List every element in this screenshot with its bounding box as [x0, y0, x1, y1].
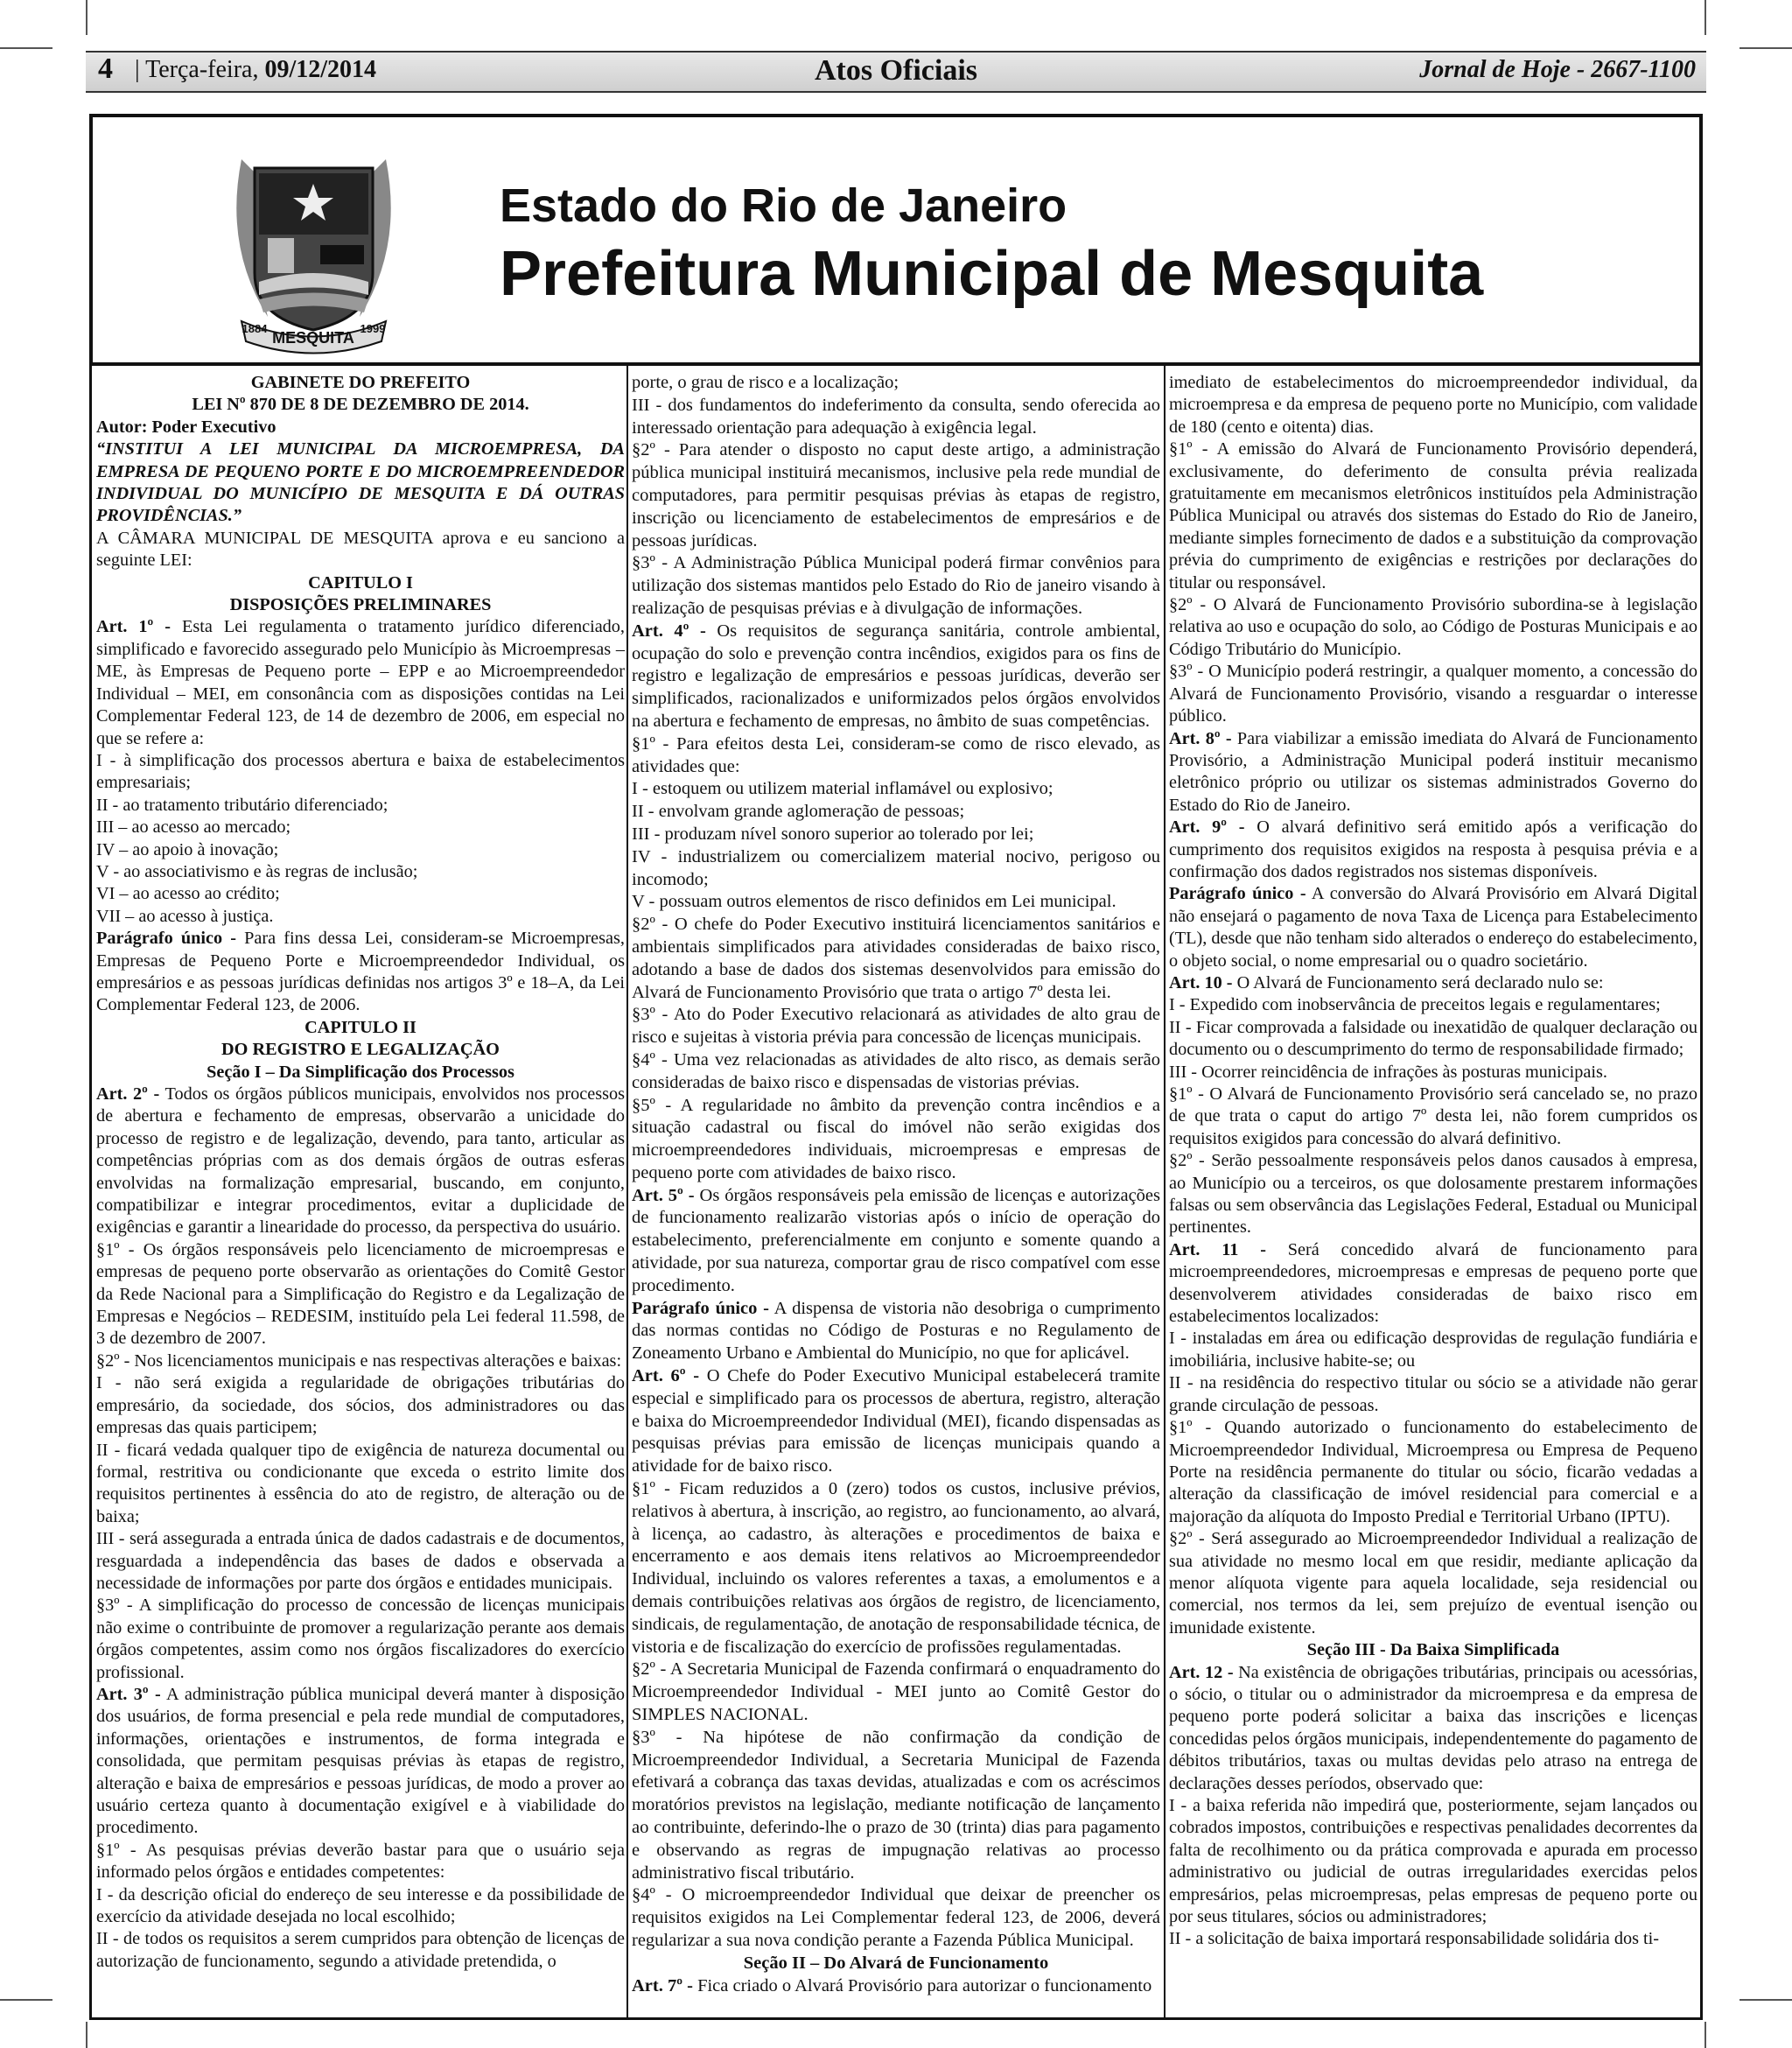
text-column-1	[96, 372, 625, 1973]
paragraph: VI – ao acesso ao crédito;	[96, 884, 280, 904]
paragraph: §3º - A simplificação do processo de concessão de licenças municipais não exime o contribuinte de promover a regularização perante aos demais órgãos competentes, assim como nos órgãos fiscalizadores do exercício profissional.	[96, 1596, 625, 1682]
paragraph: §1º - O Alvará de Funcionamento Provisório será cancelado se, no prazo de que trata o caput do artigo 7º desta lei, não forem cumpridos os requisitos exigidos para concessão do alvará definitivo.	[1169, 1084, 1698, 1148]
paragraph: DO REGISTRO E LEGALIZAÇÃO	[221, 1040, 500, 1060]
paragraph: III - produzam nível sonoro superior ao tolerado por lei;	[632, 824, 1034, 844]
paragraph: Seção I – Da Simplificação dos Processos	[206, 1062, 514, 1082]
paragraph: “INSTITUI A LEI MUNICIPAL DA MICROEMPRESA, DA EMPRESA DE PEQUENO PORTE E DO MICROEMPREENDEDOR INDIVIDUAL DO MUNICÍPIO DE MESQUITA E DÁ OUTRAS PROVIDÊNCIAS.”	[96, 439, 625, 526]
crop-mark	[86, 2022, 88, 2048]
page-header	[86, 51, 1706, 93]
paragraph: CAPITULO I	[308, 572, 413, 593]
paragraph: I - a baixa referida não impedirá que, posteriormente, sejam lançados ou cobrados impostos, contribuições e respectivas penalidades decorrentes da falta de recolhimento ou da prática comprovada e apurada em processo administrativo ou judicial de outras irregularidades exercidas pelos empresários, pelas microempresas, pelas empresas de pequeno porte ou por seus titulares, sócios ou administradores;	[1169, 1796, 1698, 1927]
paragraph: Parágrafo único - A conversão do Alvará Provisório em Alvará Digital não ensejará o pagamento de nova Taxa de Licença para Estabelecimento (TL), desde que não tenham sido alterados o endereço do estabelecimento, o objeto social, o nome empresarial ou o quadro societário.	[1169, 884, 1698, 971]
paragraph: §3º - A Administração Pública Municipal poderá firmar convênios para utilização dos sistemas mantidos pelo Estado do Rio de janeiro visando à realização de pesquisas prévias e à divulgação de informações.	[632, 553, 1160, 618]
paragraph: Autor: Poder Executivo	[96, 417, 276, 437]
prefeitura-name: Prefeitura Municipal de Mesquita	[500, 239, 1484, 309]
paragraph: porte, o grau de risco e a localização;	[632, 373, 900, 392]
svg-text:1999: 1999	[360, 322, 386, 335]
paragraph: §4º - O microempreendedor Individual que deixar de preencher os requisitos exigidos na Lei Complementar federal 123, de 2006, deverá regularizar a sua nova condição perante a Fazenda Pública Municipal.	[632, 1885, 1160, 1950]
crop-mark	[0, 1999, 52, 2001]
paragraph: §3º - O Município poderá restringir, a qualquer momento, a concessão do Alvará de Funcionamento Provisório, visando a resguardar o interesse público.	[1169, 662, 1698, 726]
paragraph: §3º - Na hipótese de não confirmação da condição de Microempreendedor Individual, a Secretaria Municipal de Fazenda efetivará a cobrança das taxas devidas, atualizadas e com os acréscimos moratórios previstos na legislação, mediante notificação de lançamento ao contribuinte, deferindo-lhe o prazo de 30 (trinta) dias para pagamento e observando as regras de impugnação relativas ao processo administrativo fiscal tributário.	[632, 1727, 1160, 1883]
column-divider	[626, 366, 628, 2020]
header-date: | Terça-feira, 09/12/2014	[135, 56, 377, 83]
paragraph: V - possuam outros elementos de risco definidos em Lei municipal.	[632, 892, 1116, 912]
paragraph: Art. 9º - O alvará definitivo será emitido após a verificação do cumprimento dos requisitos exigidos na resposta à pesquisa prévia e a confirmação dos dados registrados nos sistemas disponíveis.	[1169, 817, 1698, 881]
paragraph: §2º - Para atender o disposto no caput deste artigo, a administração pública municipal instituirá mecanismos, inclusive pela rede mundial de computadores, para permitir pesquisas prévias às etapas de registro, inscrição ou licenciamento de estabelecimentos de empresários e de pessoas jurídicas.	[632, 440, 1160, 551]
paragraph: Art. 1º - Esta Lei regulamenta o tratamento jurídico diferenciado, simplificado e favorecido assegurado pelo Município às Microempresas – ME, às Empresas de Pequeno porte – EPP e ao Microempreendedor Individual – MEI, em consonância com as disposições contidas na Lei Complementar Federal 123, de 14 de dezembro de 2006, em especial no que se refere a:	[96, 617, 625, 748]
paragraph: §5º - A regularidade no âmbito da prevenção contra incêndios e a situação cadastral ou fiscal do imóvel não serão exigidas dos microempreendedores individuais, microempresas e empresas de pequeno porte com atividades de baixo risco.	[632, 1095, 1160, 1182]
paragraph: V - ao associativismo e às regras de inclusão;	[96, 861, 418, 881]
paragraph: Art. 2º - Todos os órgãos públicos municipais, envolvidos nos processos de abertura e fechamento de empresas, observarão a unicidade do processo de registro e de legalização, devendo, para tanto, articular as competências próprias com as dos demais órgãos de outras esferas envolvidas na formalização empresarial, buscando, em conjunto, compatibilizar e integrar procedimentos, evitar a duplicidade de exigências e garantir a linearidade do processo, da perspectiva do usuário.	[96, 1084, 625, 1238]
paragraph: II - a solicitação de baixa importará responsabilidade solidária dos ti-	[1169, 1929, 1660, 1949]
paragraph: Art. 5º - Os órgãos responsáveis pela emissão de licenças e autorizações de funcionamento realizarão vistorias após o início de operação do estabelecimento, preferencialmente em conjunto e somente quando a atividade, por sua natureza, comportar grau de risco compatível com esse procedimento.	[632, 1185, 1160, 1295]
paragraph: Seção II – Do Alvará de Funcionamento	[743, 1953, 1049, 1973]
paragraph: Parágrafo único - Para fins dessa Lei, consideram-se Microempresas, Empresas de Pequeno Porte e Microempreendedor Individual, os empresários e as pessoas jurídicas definidas nos artigos 3º e 18–A, da Lei Complementar Federal 123, de 2006.	[96, 929, 625, 1015]
paragraph: I - Expedido com inobservância de preceitos legais e regulamentares;	[1169, 995, 1661, 1015]
paragraph: I - da descrição oficial do endereço de seu interesse e da possibilidade de exercício da atividade desejada no local escolhido;	[96, 1884, 625, 1927]
newspaper-name: Jornal de Hoje - 2667-1100	[1419, 56, 1696, 83]
paragraph: LEI Nº 870 DE 8 DE DEZEMBRO DE 2014.	[192, 395, 529, 415]
prefeitura-banner	[89, 114, 1703, 366]
crop-mark	[1740, 1999, 1792, 2001]
paragraph: III - dos fundamentos do indeferimento da consulta, sendo oferecida ao interessado orientação para adequação à exigência legal.	[632, 395, 1160, 438]
paragraph: Art. 4º - Os requisitos de segurança sanitária, controle ambiental, ocupação do solo e prevenção contra incêndios, exigidos para os fins de registro e legalização de empresários e pessoas jurídicas, deverão ser simplificados, racionalizados e uniformizados pelos órgãos envolvidos na abertura e fechamento de empresas, no âmbito de suas competências.	[632, 621, 1161, 731]
paragraph: §2º - Serão pessoalmente responsáveis pelos danos causados à empresa, ao Município ou a terceiros, os que dolosamente prestarem informações falsas ou sem observância das Legislações Federal, Estadual ou Municipal pertinentes.	[1169, 1151, 1698, 1238]
page-number: 4	[98, 53, 113, 85]
paragraph: II - envolvam grande aglomeração de pessoas;	[632, 802, 965, 822]
paragraph: §1º - Ficam reduzidos a 0 (zero) todos os custos, inclusive prévios, relativos à abertura, à inscrição, ao registro, ao funcionamento, ao alvará, à licença, ao cadastro, às alterações e procedimentos de baixa e encerramento e aos demais itens relativos ao Microempreendedor Individual, incluindo os valores referentes a taxas, a emolumentos e a demais contribuições relativas aos órgãos de registro, de licenciamento, sindicais, de regulamentação, de anotação de responsabilidade técnica, de vistoria e de fiscalização do exercício de profissões regulamentadas.	[632, 1479, 1160, 1657]
paragraph: Art. 6º - O Chefe do Poder Executivo Municipal estabelecerá tramite especial e simplificado para os processos de abertura, registro, alteração e baixa do Microempreendedor Individual (MEI), ficando dispensadas as pesquisas prévias para emissão de licenças municipais quando a atividade for de baixo risco.	[632, 1366, 1160, 1476]
paragraph: III - será assegurada a entrada única de dados cadastrais e de documentos, resguardada a independência das bases de dados e observada a necessidade de informações por parte dos órgãos e entidades municipais.	[96, 1529, 625, 1593]
municipal-crest-icon	[206, 142, 421, 356]
paragraph: Art. 11 - Será concedido alvará de funcionamento para microempreendedores, microempresas e empresas de pequeno porte que desenvolverem atividades consideradas de baixo risco em estabelecimentos localizados:	[1169, 1239, 1698, 1327]
paragraph: VII – ao acesso à justiça.	[96, 906, 274, 926]
paragraph: DISPOSIÇÕES PRELIMINARES	[229, 595, 492, 615]
paragraph: §1º - Quando autorizado o funcionamento do estabelecimento de Microempreendedor Individual, Microempresa ou Empresa de Pequeno Porte na residência permanente do titular ou sócio, ficarão vedadas a alteração da classificação de imóvel residencial para comercial e a majoração da alíquota do Imposto Predial e Territorial Urbano (IPTU).	[1169, 1418, 1698, 1526]
svg-text:1884: 1884	[242, 322, 268, 335]
paragraph: II - ao tratamento tributário diferenciado;	[96, 795, 388, 815]
paragraph: Parágrafo único - A dispensa de vistoria não desobriga o cumprimento das normas contidas no Código de Posturas e no Regulamento de Zoneamento Urbano e Ambiental do Município, no que for aplicável.	[632, 1298, 1160, 1364]
paragraph: §3º - Ato do Poder Executivo relacionará as atividades de alto grau de risco e sujeitas à vistoria prévia para concessão de licenças municipais.	[632, 1005, 1160, 1048]
paragraph: I - não será exigida a regularidade de obrigações tributárias do empresário, da sociedade, dos sócios, dos administradores ou das empresas das quais participem;	[96, 1373, 625, 1438]
paragraph: II - na residência do respectivo titular ou sócio se a atividade não gerar grande circulação de pessoas.	[1169, 1373, 1698, 1415]
paragraph: §1º - Para efeitos desta Lei, consideram-se como de risco elevado, as atividades que:	[632, 733, 1160, 776]
paragraph: I - instaladas em área ou edificação desprovidas de regulação fundiária e imobiliária, inclusive habite-se; ou	[1169, 1329, 1698, 1371]
crop-mark	[1740, 47, 1792, 49]
paragraph: GABINETE DO PREFEITO	[250, 373, 471, 392]
paragraph: II - Ficar comprovada a falsidade ou inexatidão de qualquer declaração ou documento ou o descumprimento do termo de responsabilidade firmado;	[1169, 1017, 1698, 1060]
crop-mark	[0, 47, 52, 49]
paragraph: Art. 8º - Para viabilizar a emissão imediata do Alvará de Funcionamento Provisório, a Administração Municipal poderá instituir mecanismo eletrônico próprio ou utilizar os sistemas administrados Governo do Estado do Rio de Janeiro.	[1169, 728, 1698, 815]
paragraph: CAPITULO II	[304, 1017, 416, 1037]
paragraph: Art. 7º - Fica criado o Alvará Provisório para autorizar o funcionamento	[632, 1975, 1152, 1995]
paragraph: Art. 10 - O Alvará de Funcionamento será declarado nulo se:	[1169, 972, 1604, 992]
paragraph: I - à simplificação dos processos abertura e baixa de estabelecimentos empresariais;	[96, 750, 625, 793]
paragraph: §2º - O Alvará de Funcionamento Provisório subordina-se à legislação relativa ao uso e ocupação do solo, ao Código de Posturas Municipais e ao Código Tributário do Município.	[1169, 595, 1698, 659]
paragraph: IV - industrializem ou comercializem material nocivo, perigoso ou incomodo;	[632, 846, 1160, 889]
paragraph: Art. 3º - A administração pública municipal deverá manter à disposição dos usuários, de forma presencial e pela rede mundial de computadores, informações, orientações e instrumentos, de forma integrada e consolidada, que permitam pesquisas prévias às etapas de registro, alteração e baixa de empresários e pessoas jurídicas, de modo a prover ao usuário certeza quanto à documentação exigível e à viabilidade do procedimento.	[96, 1684, 625, 1838]
paragraph: II - ficará vedada qualquer tipo de exigência de natureza documental ou formal, restritiva ou condicionante que exceda o estrito limite dos requisitos pertinentes à essência do ato de registro, de alteração ou de baixa;	[96, 1440, 625, 1526]
svg-text:MESQUITA: MESQUITA	[272, 329, 354, 347]
paragraph: Art. 12 - Na existência de obrigações tributárias, principais ou acessórias, o sócio, o titular ou o administrador da microempresa e da empresa de pequeno porte poderá solicitar a baixa das inscrições e licenças concedidas pelos órgãos municipais, independentemente do pagamento de débitos tributários, taxas ou multas devidas pelo atraso na entrega de declarações desses períodos, observado que:	[1169, 1662, 1698, 1793]
paragraph: §2º - A Secretaria Municipal de Fazenda confirmará o enquadramento do Microempreendedor Individual - MEI junto ao Comitê Gestor do SIMPLES NACIONAL.	[632, 1659, 1160, 1725]
paragraph: III – ao acesso ao mercado;	[96, 817, 291, 838]
crop-mark	[1704, 2022, 1706, 2048]
crop-mark	[86, 0, 88, 35]
paragraph: I - estoquem ou utilizem material inflamável ou explosivo;	[632, 779, 1054, 799]
state-name: Estado do Rio de Janeiro	[500, 179, 1068, 232]
crop-mark	[1704, 0, 1706, 35]
paragraph: §1º - Os órgãos responsáveis pelo licenciamento de microempresas e empresas de pequeno porte observarão as orientações do Comitê Gestor da Rede Nacional para a Simplificação do Registro e da Legalização de Empresas e Negócios – REDESIM, instituído pela Lei federal 11.598, de 3 de dezembro de 2007.	[96, 1239, 625, 1349]
paragraph: §1º - As pesquisas prévias deverão bastar para que o usuário seja informado pelos órgãos e entidades competentes:	[96, 1840, 625, 1883]
paragraph: §2º - Será assegurado ao Microempreendedor Individual a realização de sua atividade no mesmo local em que residir, mediante aplicação da menor alíquota vigente para aquela localidade, seja residencial ou comercial, nos termos da lei, sem prejuízo de eventual isenção ou imunidade existente.	[1169, 1529, 1698, 1638]
paragraph: imediato de estabelecimentos do microempreendedor individual, da microempresa e da empresa de pequeno porte no Município, com validade de 180 (cento e oitenta) dias.	[1169, 373, 1698, 437]
paragraph: §1º - A emissão do Alvará de Funcionamento Provisório dependerá, exclusivamente, do deferimento de consulta prévia realizada gratuitamente em mecanismos eletrônicos instituídos pela Administração Pública Municipal ou através dos sistemas do Estado do Rio de Janeiro, mediante simples fornecimento de dados e a substituição da comprovação prévia do cumprimento de exigências e restrições por declarações do titular ou responsável.	[1169, 439, 1698, 593]
paragraph: II - de todos os requisitos a serem cumpridos para obtenção de licenças de autorização de funcionamento, segundo a atividade pretendida, o	[96, 1929, 625, 1971]
paragraph: §2º - Nos licenciamentos municipais e nas respectivas alterações e baixas:	[96, 1350, 622, 1371]
section-title: Atos Oficiais	[814, 54, 978, 87]
paragraph: Seção III - Da Baixa Simplificada	[1306, 1640, 1560, 1660]
text-column-2	[632, 372, 1160, 1997]
text-column-3	[1169, 372, 1698, 1951]
paragraph: IV – ao apoio à inovação;	[96, 839, 279, 859]
column-divider	[1164, 366, 1166, 2020]
paragraph: §4º - Uma vez relacionadas as atividades de alto risco, as demais serão consideradas de baixo risco e dispensadas de vistorias prévias.	[632, 1049, 1160, 1092]
paragraph: §2º - O chefe do Poder Executivo instituirá licenciamentos sanitários e ambientais simplificados para atividades consideradas de baixo risco, adotando a base de dados dos sistemas desenvolvidos para emissão do Alvará de Funcionamento Provisório que trata o artigo 7º desta lei.	[632, 915, 1160, 1002]
paragraph: A CÂMARA MUNICIPAL DE MESQUITA aprova e eu sanciono a seguinte LEI:	[96, 528, 625, 571]
paragraph: III - Ocorrer reincidência de infrações às posturas municipais.	[1169, 1062, 1607, 1082]
